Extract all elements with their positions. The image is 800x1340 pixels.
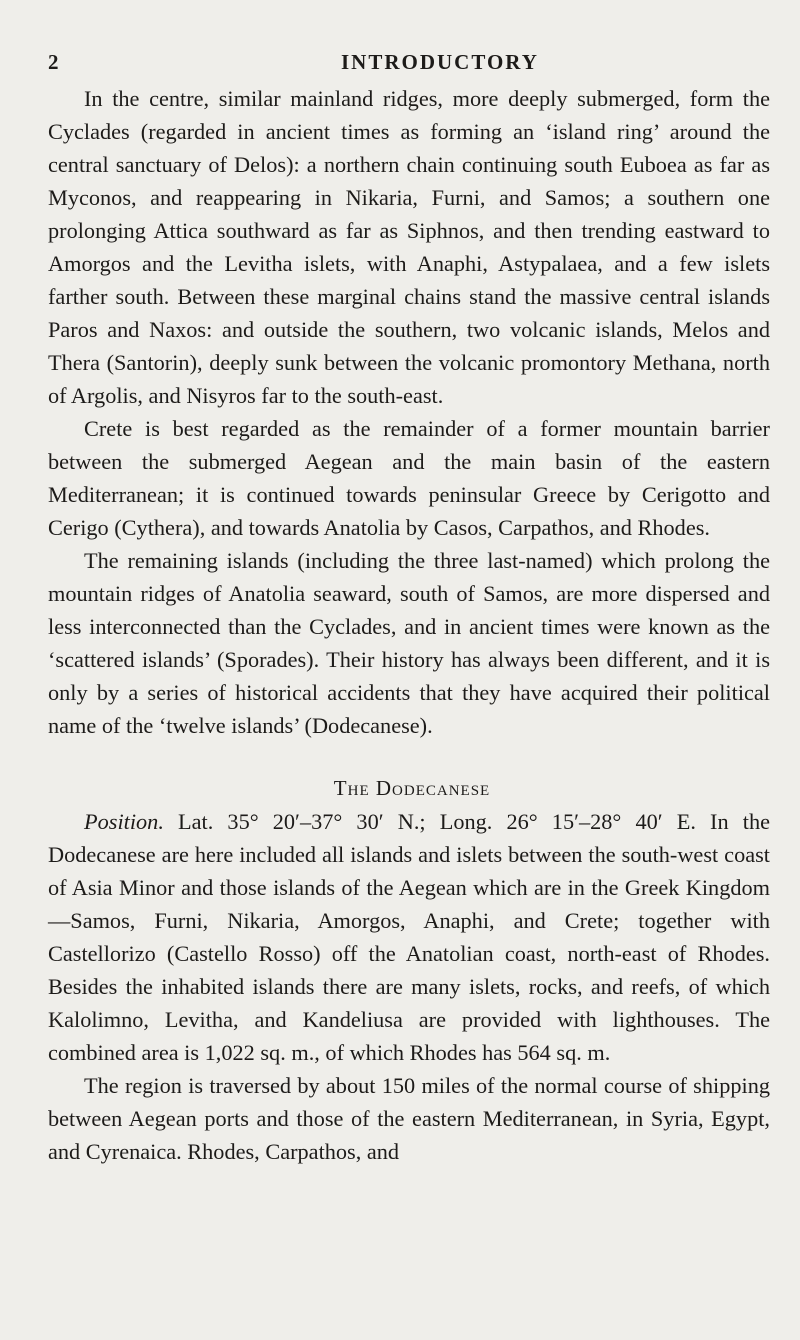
paragraph-shipping: The region is traversed by about 150 miles of the normal course of shipping between Aegean ports and those of the eastern Mediterranean, in Syria, Egypt, and Cyrenaica. Rhodes, Carpathos, and [48,1073,770,1164]
running-head [48,44,770,82]
running-title: INTRODUCTORY [341,50,539,74]
section-heading: The Dodecanese [333,776,491,800]
paragraph-crete: Crete is best regarded as the remainder of a former mountain barrier between the submerged Aegean and the main basin of the eastern Mediterranean; it is continued towards peninsular Greece by Cerigotto and Cerigo (Cythera), and towards Anatolia by Casos, Carpathos, and Rhodes. [48,416,770,540]
paragraph-position-body: Lat. 35° 20′–37° 30′ N.; Long. 26° 15′–28° 40′ E. In the Dodecanese are here included all islands and islets between the south-west coast of Asia Minor and those islands of the Aegean which are in the Greek Kingdom—Samos, Furni, Nikaria, Amorgos, Anaphi, and Crete; together with Castellorizo (Castello Rosso) off the Anatolian coast, north-east of Rhodes. Besides the inhabited islands there are many islets, rocks, and reefs, of which Kalolimno, Levitha, and Kandeliusa are provided with lighthouses. The combined area is 1,022 sq. m., of which Rhodes has 564 sq. m. [48,809,770,1065]
paragraph-position [48,805,770,1069]
runin-label: Position. [84,809,164,834]
paragraph-sporades: The remaining islands (including the three last-named) which prolong the mountain ridges of Anatolia seaward, south of Samos, are more dispersed and less interconnected than the Cyclades, and in ancient times were known as the ‘scattered islands’ (Sporades). Their history has always been different, and it is only by a series of historical accidents that they have acquired their political name of the ‘twelve islands’ (Dodecanese). [48,548,770,738]
paragraph-cyclades: In the centre, similar mainland ridges, more deeply submerged, form the Cyclades (regarded in ancient times as forming an ‘island ring’ around the central sanctuary of Delos): a northern chain continuing south Euboea as far as Myconos, and reappearing in Nikaria, Furni, and Samos; a southern one prolonging Attica southward as far as Siphnos, and then trending eastward to Amorgos and the Levitha islets, with Anaphi, Astypalaea, and a few islets farther south. Between these marginal chains stand the massive central islands Paros and Naxos: and outside the southern, two volcanic islands, Melos and Thera (Santorin), deeply sunk between the volcanic promontory Methana, north of Argolis, and Nisyros far to the south-east. [48,86,770,408]
page-number: 2 [48,50,61,74]
